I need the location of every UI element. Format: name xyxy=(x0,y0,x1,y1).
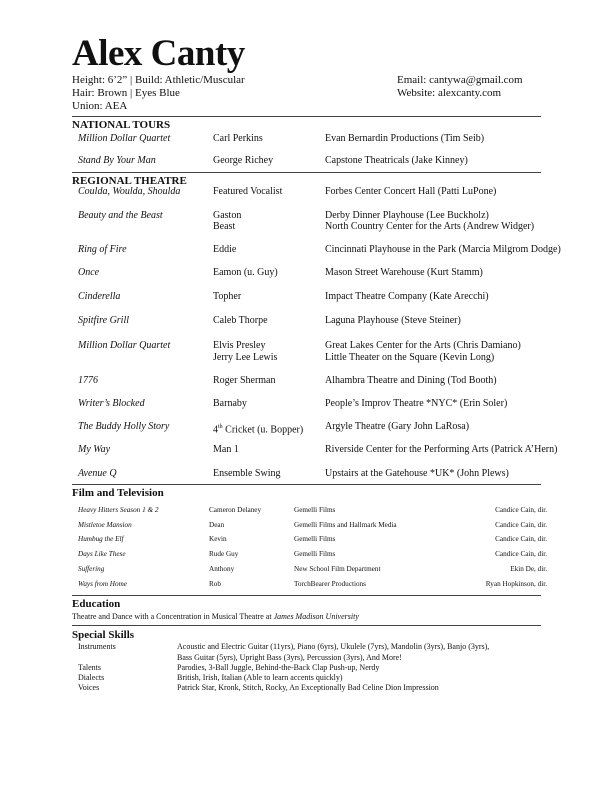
director: Ekin De, dir. xyxy=(510,565,547,573)
company: Riverside Center for the Performing Arts (Patrick A’Hern) xyxy=(325,444,558,455)
film-title: Suffering xyxy=(78,565,105,573)
show-title: Avenue Q xyxy=(78,468,117,479)
company: Derby Dinner Playhouse (Lee Buckholz) xyxy=(325,210,489,221)
ordinal-suffix: th xyxy=(218,424,223,430)
role: Man 1 xyxy=(213,444,239,455)
role xyxy=(213,421,303,436)
role: Jerry Lee Lewis xyxy=(213,352,278,363)
show-title: Beauty and the Beast xyxy=(78,210,163,221)
show-title: Spitfire Grill xyxy=(78,315,130,326)
divider xyxy=(72,595,541,596)
show-title: Million Dollar Quartet xyxy=(78,133,171,144)
role-text: Cricket (u. Bopper) xyxy=(222,424,304,436)
role: Topher xyxy=(213,291,242,302)
section-heading-national-tours: NATIONAL TOURS xyxy=(72,119,171,131)
director: Candice Cain, dir. xyxy=(495,550,547,558)
email[interactable]: Email: cantywa@gmail.com xyxy=(397,74,523,86)
section-heading-regional-theatre: REGIONAL THEATRE xyxy=(72,175,187,187)
education-detail xyxy=(72,612,359,622)
height-build: Height: 6’2” | Build: Athletic/Muscular xyxy=(72,74,245,86)
show-title: My Way xyxy=(78,444,111,455)
company: Evan Bernardin Productions (Tim Seib) xyxy=(325,133,485,144)
role: George Richey xyxy=(213,155,274,166)
skill-label: Talents xyxy=(78,663,101,672)
role: Elvis Presley xyxy=(213,340,266,351)
union: Union: AEA xyxy=(72,100,128,112)
role: Kevin xyxy=(209,535,227,543)
role: Carl Perkins xyxy=(213,133,263,144)
show-title: 1776 xyxy=(78,375,98,386)
show-title: Stand By Your Man xyxy=(78,155,156,166)
skill-label: Instruments xyxy=(78,642,116,651)
company: Impact Theatre Company (Kate Arecchi) xyxy=(325,291,489,302)
divider xyxy=(72,172,541,173)
show-title: Writer’s Blocked xyxy=(78,398,145,409)
role: Ensemble Swing xyxy=(213,468,281,479)
role: Eddie xyxy=(213,244,237,255)
role: Dean xyxy=(209,521,225,529)
section-heading-special-skills: Special Skills xyxy=(72,629,135,641)
company: Gemelli Films xyxy=(294,535,336,543)
company: Capstone Theatricals (Jake Kinney) xyxy=(325,155,468,166)
role: Barnaby xyxy=(213,398,247,409)
role: Anthony xyxy=(209,565,235,573)
film-title: Mistletoe Mansion xyxy=(78,521,132,529)
company: Little Theater on the Square (Kevin Long) xyxy=(325,352,495,363)
company: TorchBearer Productions xyxy=(294,580,366,588)
role-ordinal-number: 4 xyxy=(213,424,218,436)
film-title: Ways from Home xyxy=(78,580,127,588)
actor-name: Alex Canty xyxy=(72,33,245,74)
skill-label: Dialects xyxy=(78,673,105,682)
show-title: The Buddy Holly Story xyxy=(78,421,170,432)
role: Rude Guy xyxy=(209,550,239,558)
skill-value: Acoustic and Electric Guitar (11yrs), Piano (6yrs), Ukulele (7yrs), Mandolin (3yrs), Banjo (3yrs), xyxy=(177,642,490,651)
company: North Country Center for the Arts (Andrew Widger) xyxy=(325,221,535,232)
skill-value: Patrick Star, Kronk, Stitch, Rocky, An Exceptionally Bad Celine Dion Impression xyxy=(177,683,439,692)
education-program: Theatre and Dance with a Concentration in Musical Theatre at xyxy=(72,612,274,621)
skill-value: Bass Guitar (5yrs), Upright Bass (3yrs), Percussion (3yrs), And More! xyxy=(177,653,402,662)
divider xyxy=(72,116,541,117)
role: Cameron Delaney xyxy=(209,506,262,514)
section-heading-education: Education xyxy=(72,598,121,610)
company: Cincinnati Playhouse in the Park (Marcia Milgrom Dodge) xyxy=(325,244,561,255)
company: Gemelli Films xyxy=(294,550,336,558)
film-title: Days Like These xyxy=(78,550,126,558)
skill-value: Parodies, 3-Ball Juggle, Behind-the-Back Clap Push-up, Nerdy xyxy=(177,663,380,672)
divider xyxy=(72,625,541,626)
company: Gemelli Films and Hallmark Media xyxy=(294,521,397,529)
role: Rob xyxy=(209,580,221,588)
role: Gaston xyxy=(213,210,242,221)
show-title: Cinderella xyxy=(78,291,121,302)
company: Great Lakes Center for the Arts (Chris Damiano) xyxy=(325,340,521,351)
company: People’s Improv Theatre *NYC* (Erin Soler) xyxy=(325,398,508,409)
role: Beast xyxy=(213,221,236,232)
company: Gemelli Films xyxy=(294,506,336,514)
company: Forbes Center Concert Hall (Patti LuPone) xyxy=(325,186,497,197)
show-title: Ring of Fire xyxy=(78,244,127,255)
skill-label: Voices xyxy=(78,683,100,692)
role: Eamon (u. Guy) xyxy=(213,267,278,278)
role: Roger Sherman xyxy=(213,375,276,386)
website[interactable]: Website: alexcanty.com xyxy=(397,87,502,99)
film-title: Humbug the Elf xyxy=(78,535,124,543)
director: Candice Cain, dir. xyxy=(495,506,547,514)
company: Laguna Playhouse (Steve Steiner) xyxy=(325,315,461,326)
skill-value: British, Irish, Italian (Able to learn accents quickly) xyxy=(177,673,343,682)
film-title: Heavy Hitters Season 1 & 2 xyxy=(78,506,159,514)
company: Mason Street Warehouse (Kurt Stamm) xyxy=(325,267,483,278)
show-title: Million Dollar Quartet xyxy=(78,340,171,351)
hair-eyes: Hair: Brown | Eyes Blue xyxy=(72,87,180,99)
role: Caleb Thorpe xyxy=(213,315,268,326)
show-title: Once xyxy=(78,267,100,278)
director: Ryan Hopkinson, dir. xyxy=(485,580,547,588)
company: Upstairs at the Gatehouse *UK* (John Plews) xyxy=(325,468,509,479)
company: Alhambra Theatre and Dining (Tod Booth) xyxy=(325,375,497,386)
company: Argyle Theatre (Gary John LaRosa) xyxy=(325,421,470,432)
director: Candice Cain, dir. xyxy=(495,521,547,529)
show-title: Coulda, Woulda, Shoulda xyxy=(78,186,181,197)
director: Candice Cain, dir. xyxy=(495,535,547,543)
company: New School Film Department xyxy=(294,565,381,573)
education-school: James Madison University xyxy=(273,612,359,621)
section-heading-film-tv: Film and Television xyxy=(72,487,164,499)
role: Featured Vocalist xyxy=(213,186,283,197)
divider xyxy=(72,484,541,485)
